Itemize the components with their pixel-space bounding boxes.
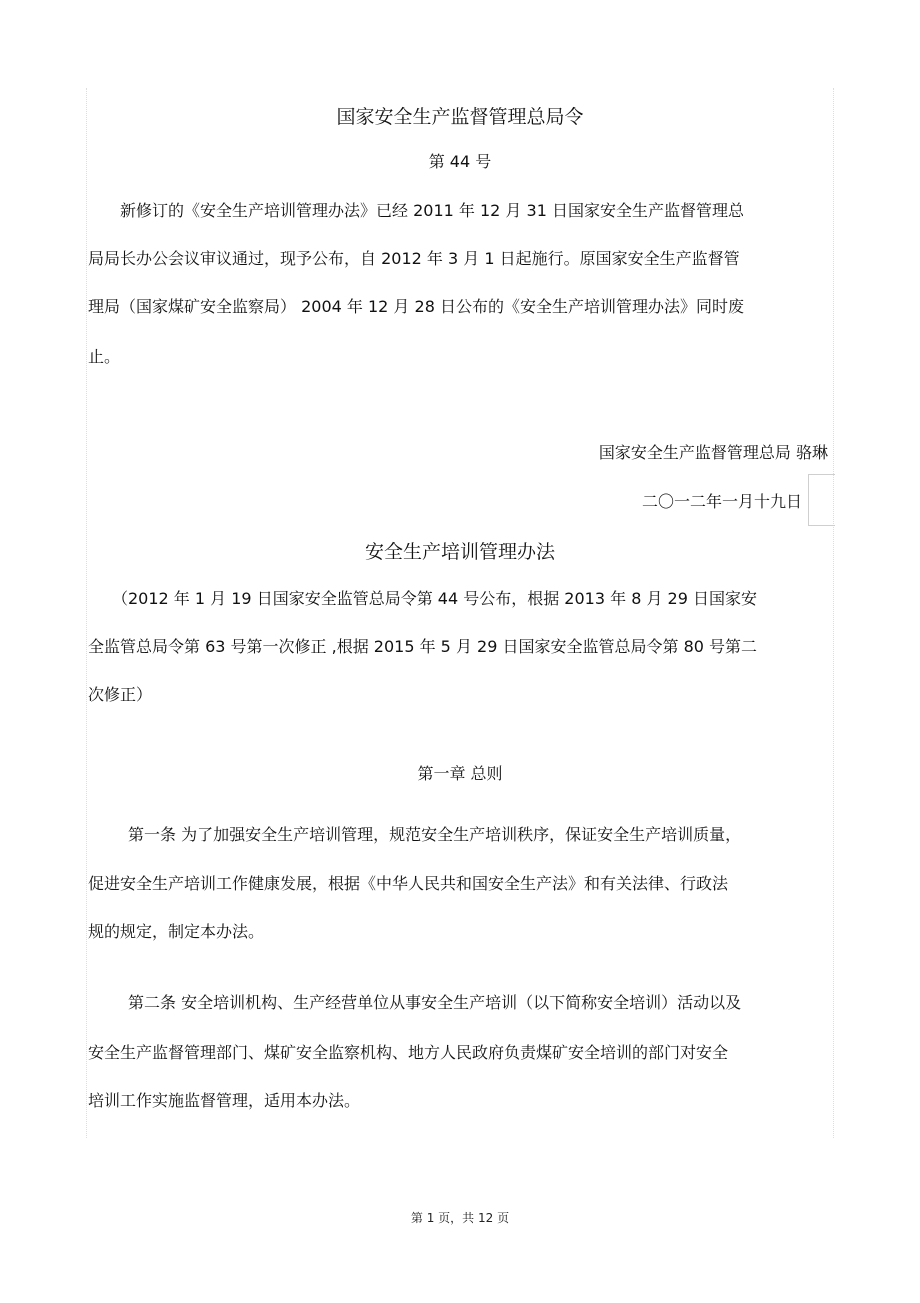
signature-line: 国家安全生产监督管理总局 骆琳 <box>598 443 828 462</box>
article-1-line: 第一条 为了加强安全生产培训管理，规范安全生产培训秩序，保证安全生产培训质量， <box>128 825 742 844</box>
intro-line: 新修订的《安全生产培训管理办法》已经 2011 年 12 月 31 日国家安全生产监督管理总 <box>120 201 744 220</box>
article-1-line: 促进安全生产培训工作健康发展，根据《中华人民共和国安全生产法》和有关法律、行政法 <box>88 874 729 893</box>
revision-line: （2012 年 1 月 19 日国家安全监管总局令第 44 号公布，根据 2013 年 8 月 29 日国家安 <box>112 589 757 608</box>
intro-line: 止。 <box>88 347 121 366</box>
order-title: 国家安全生产监督管理总局令 <box>336 106 584 128</box>
article-2-line: 培训工作实施监督管理，适用本办法。 <box>88 1091 361 1110</box>
regulation-title: 安全生产培训管理办法 <box>364 541 555 563</box>
intro-line: 理局（国家煤矿安全监察局） 2004 年 12 月 28 日公布的《安全生产培训管理办法》同时废 <box>88 297 744 316</box>
right-margin-guide <box>833 88 834 1138</box>
order-number: 第 44 号 <box>428 152 492 171</box>
article-2-line: 安全生产监督管理部门、煤矿安全监察机构、地方人民政府负责煤矿安全培训的部门对安全 <box>88 1043 729 1062</box>
revision-line: 全监管总局令第 63 号第一次修正 ,根据 2015 年 5 月 29 日国家安全监管总局令第 80 号第二 <box>88 637 758 656</box>
left-margin-guide <box>86 88 87 1138</box>
article-2-line: 第二条 安全培训机构、生产经营单位从事安全生产培训（以下简称安全培训）活动以及 <box>128 993 742 1012</box>
date-line: 二〇一二年一月十九日 <box>641 492 802 511</box>
article-1-line: 规的规定，制定本办法。 <box>88 922 265 941</box>
intro-line: 局局长办公会议审议通过，现予公布，自 2012 年 3 月 1 日起施行。原国家安全生产监督管 <box>88 249 740 268</box>
page-indicator: 第 1 页，共 12 页 <box>410 1211 510 1225</box>
revision-line: 次修正） <box>88 685 153 704</box>
corner-crop-mark <box>808 474 835 526</box>
chapter-title: 第一章 总则 <box>417 764 503 783</box>
